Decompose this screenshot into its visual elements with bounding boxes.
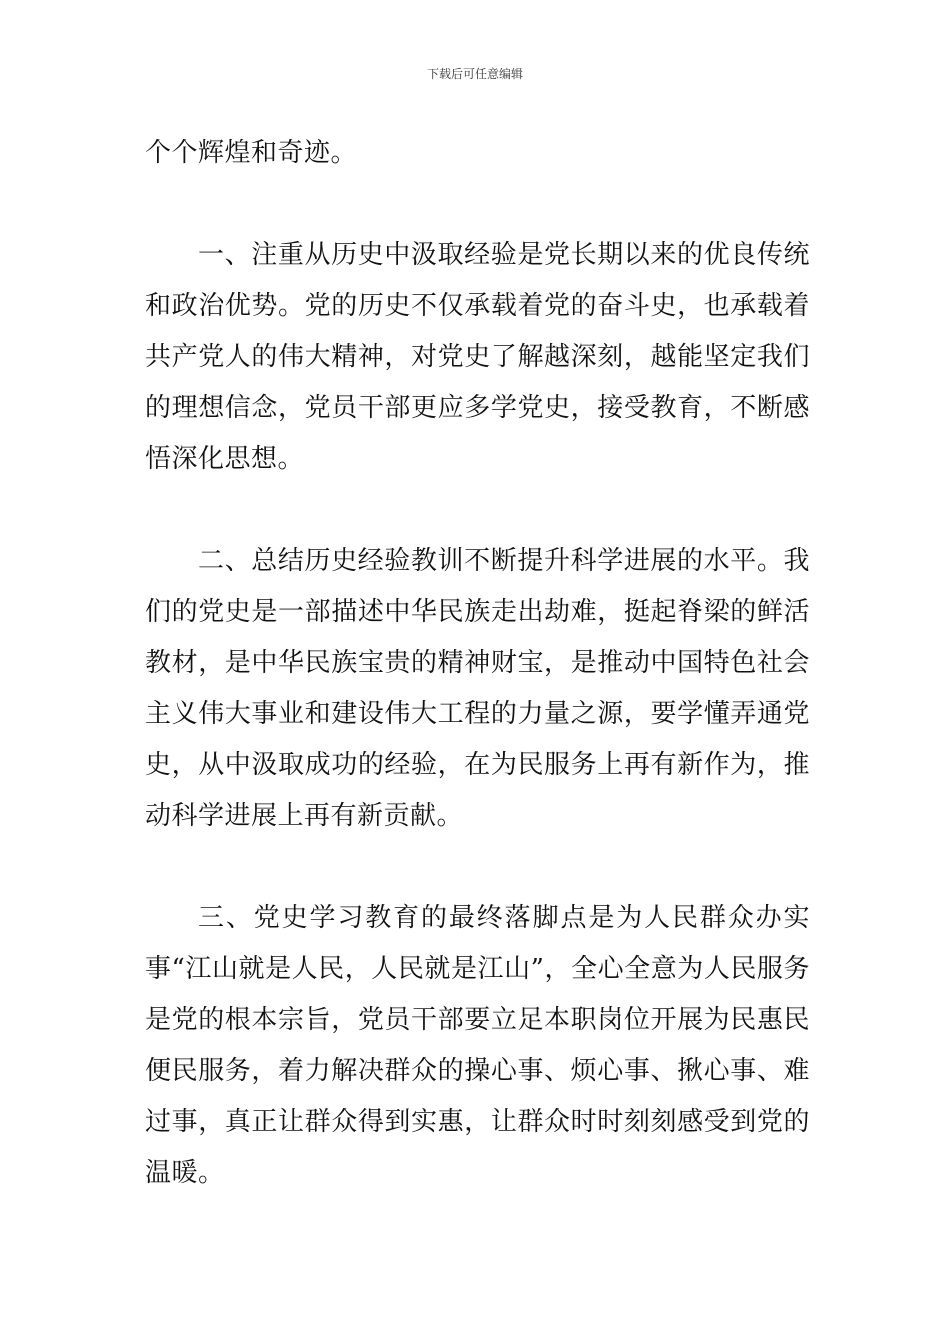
paragraph-continuation: 个个辉煌和奇迹。	[145, 138, 358, 168]
paragraph-section-two: 二、总结历史经验教训不断提升科学进展的水平。我们的党史是一部描述中华民族走出劫难，挺起脊梁的鲜活教材，是中华民族宝贵的精神财宝，是推动中国特色社会主义伟大事业和建设伟大工程的力量之源，要学懂弄通党史，从中汲取成功的经验，在为民服务上再有新作为，推动科学进展上再有新贡献。	[145, 546, 810, 831]
paragraph-section-three: 三、党史学习教育的最终落脚点是为人民群众办实事“江山就是人民，人民就是江山”，全心全意为人民服务是党的根本宗旨，党员干部要立足本职岗位开展为民惠民便民服务，着力解决群众的操心事、烦心事、揪心事、难过事，真正让群众得到实惠，让群众时时刻刻感受到党的温暖。	[145, 903, 810, 1188]
page-header: 下载后可任意编辑	[426, 67, 523, 81]
document-body	[145, 128, 810, 1199]
paragraph-section-one: 一、注重从历史中汲取经验是党长期以来的优良传统和政治优势。党的历史不仅承载着党的奋斗史，也承载着共产党人的伟大精神，对党史了解越深刻，越能坚定我们的理想信念，党员干部更应多学党史，接受教育，不断感悟深化思想。	[145, 240, 810, 474]
